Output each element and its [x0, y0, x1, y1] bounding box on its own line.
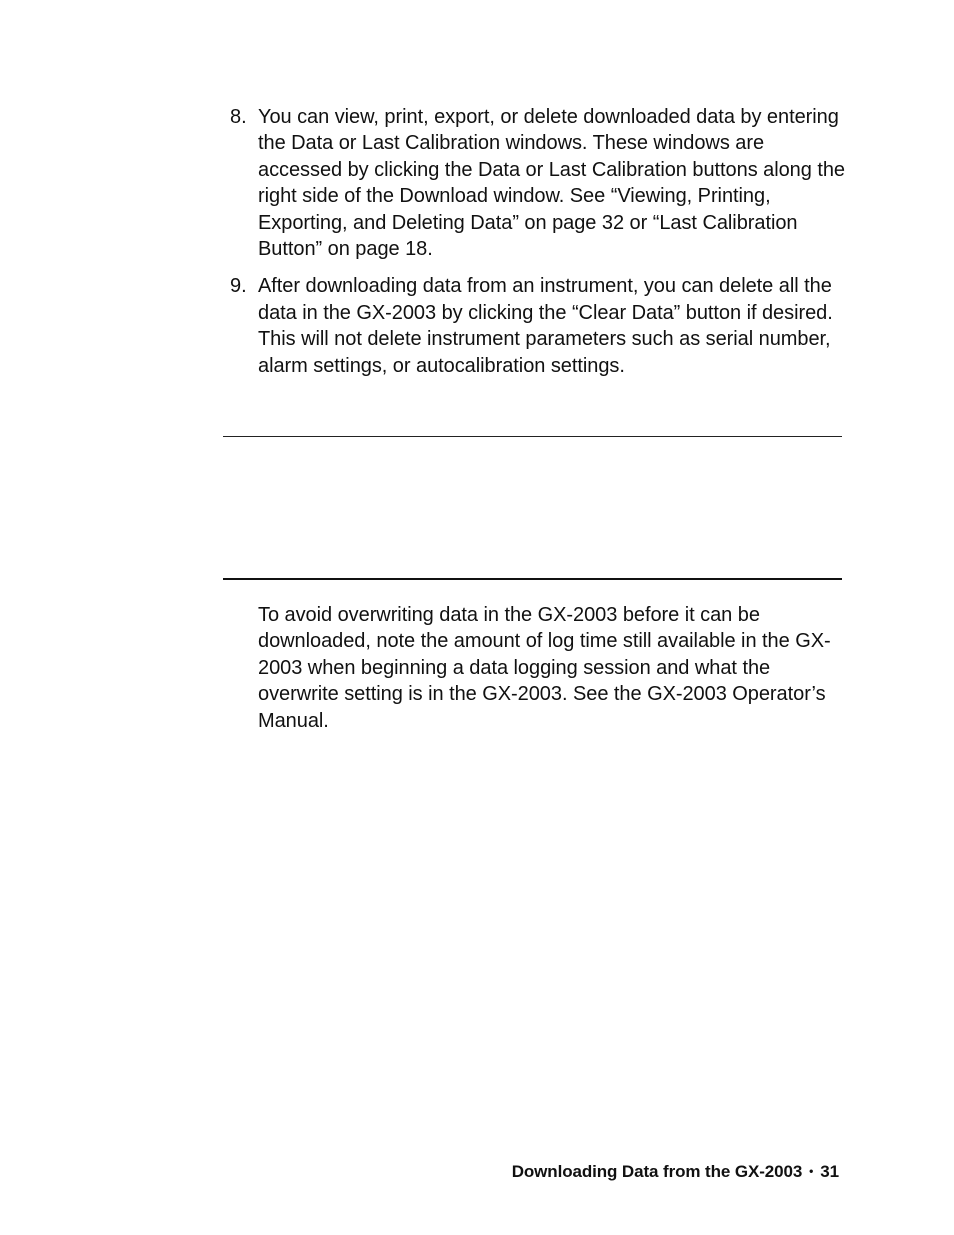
step-text: After downloading data from an instrument, you can delete all the data in the GX-2003 by clicking the “Clear Data” button if desired. This will not delete instrument parameters such as serial number, alarm settings, or autocalibration settings.	[258, 275, 833, 377]
note-divider-rule	[223, 578, 842, 580]
note-text: To avoid overwriting data in the GX-2003 before it can be downloaded, note the amount of log time still available in the GX-2003 when beginning a data logging session and what the overwrite setting is in the GX-2003. See the GX-2003 Operator’s Manual.	[258, 604, 831, 732]
step-number: 9.	[230, 275, 247, 298]
step-number: 8.	[230, 106, 247, 128]
step-item	[226, 273, 846, 379]
note-top-rule	[223, 436, 842, 437]
numbered-steps	[226, 104, 846, 390]
footer-section-title: Downloading Data from the GX-2003	[511, 1162, 803, 1181]
step-item	[226, 104, 846, 262]
footer-separator: •	[809, 1164, 814, 1178]
step-text: You can view, print, export, or delete downloaded data by entering the Data or Last Calibration windows. These windows are accessed by clicking the Data or Last Calibration buttons along the right side of the Download window. See “Viewing, Printing, Exporting, and Deleting Data” on page 32 or “Last Calibration Button” on page 18.	[258, 106, 845, 261]
page-footer	[512, 1162, 839, 1182]
footer-page-number: 31	[820, 1162, 839, 1181]
